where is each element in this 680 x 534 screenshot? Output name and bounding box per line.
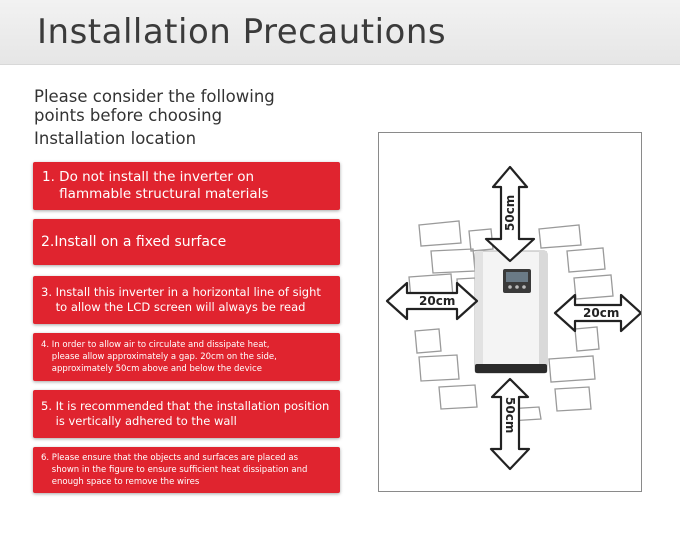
installation-location-heading: Installation location [34, 129, 197, 148]
precaution-3-line-2: to allow the LCD screen will always be read [41, 300, 306, 314]
precaution-6-line-1: 6. Please ensure that the objects and surfaces are placed as [41, 453, 298, 463]
clearance-diagram [378, 132, 642, 492]
precaution-1-line-1: 1. Do not install the inverter on [42, 169, 255, 185]
precaution-3-line-1: 3. Install this inverter in a horizontal line of sight [41, 285, 321, 299]
inverter-device [475, 251, 547, 373]
precaution-6 [33, 447, 340, 493]
intro-line-2: points before choosing [34, 106, 223, 125]
top-clearance-label: 50cm [503, 194, 517, 231]
precaution-4-line-1: 4. In order to allow air to circulate and dissipate heat, [41, 340, 270, 350]
precaution-2-line-1: 2.Install on a fixed surface [41, 233, 227, 250]
right-clearance-label: 20cm [583, 306, 620, 320]
left-clearance-label: 20cm [419, 294, 456, 308]
intro-text [34, 87, 334, 148]
precaution-3 [33, 276, 340, 324]
precaution-1 [33, 162, 340, 210]
precaution-6-line-3: enough space to remove the wires [41, 477, 200, 487]
precaution-6-line-2: shown in the figure to ensure sufficient heat dissipation and [41, 465, 308, 475]
precaution-5-line-2: is vertically adhered to the wall [41, 414, 237, 428]
precaution-4 [33, 333, 340, 381]
precaution-5-line-1: 5. It is recommended that the installation position [41, 399, 330, 413]
precaution-4-line-2: please allow approximately a gap. 20cm on the side, [41, 352, 277, 362]
precaution-5 [33, 390, 340, 438]
intro-line-1: Please consider the following [34, 87, 275, 106]
page-header [0, 0, 680, 65]
precaution-2 [33, 219, 340, 265]
bottom-clearance-label: 50cm [503, 397, 517, 434]
page-title: Installation Precautions [37, 12, 447, 52]
precaution-4-line-3: approximately 50cm above and below the device [41, 364, 262, 374]
precaution-1-line-2: flammable structural materials [42, 186, 269, 202]
